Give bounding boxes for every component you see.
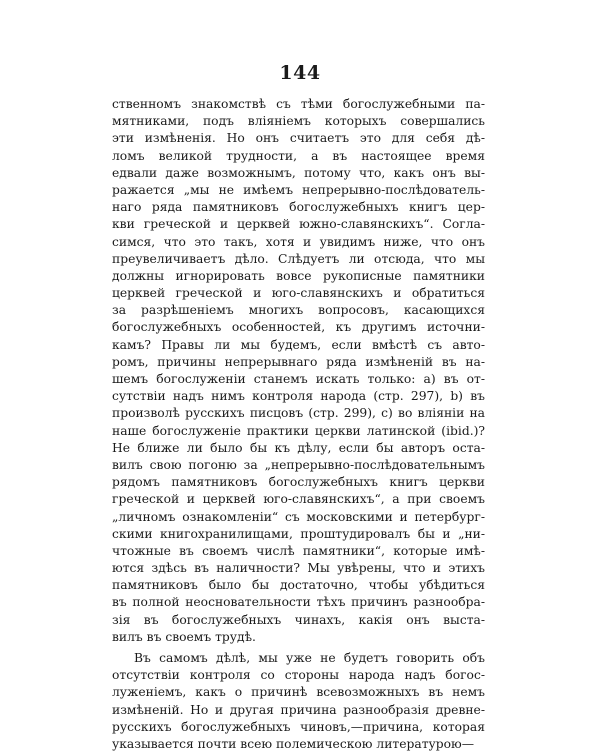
text-line: мятниками, подъ вліяніемъ которыхъ совершались: [112, 114, 485, 129]
text-line: въ полной неосновательности тѣхъ причинъ разнообра-: [112, 595, 485, 610]
text-line: „личномъ ознакомленіи“ съ московскими и петербург-: [112, 509, 485, 524]
text-line: за разрѣшеніемъ многихъ вопросовъ, касающихся: [112, 303, 485, 318]
text-line: отсутствіи контроля со стороны народа надъ богос-: [112, 668, 485, 683]
text-line: шемъ богослуженіи станемъ искать только: a) въ от-: [112, 372, 485, 386]
text-line: церквей греческой и юго-славянскихъ и обратиться: [112, 286, 485, 301]
text-line: вилъ въ своемъ трудѣ.: [112, 629, 256, 644]
text-line: эти измѣненія. Но онъ считаетъ это для себя дѣ-: [112, 131, 485, 146]
text-line: луженіемъ, какъ о причинѣ всевозможныхъ въ немъ: [112, 685, 485, 700]
text-line: зія въ богослужебныхъ чинахъ, какія онъ выста-: [112, 612, 485, 627]
text-line: вилъ свою погоню за „непрерывно-послѣдовательнымъ: [112, 457, 485, 472]
text-line: ются здѣсь въ наличности? Мы увѣрены, что и этихъ: [112, 561, 485, 576]
text-line: памятниковъ было бы достаточно, чтобы убѣдиться: [112, 578, 485, 593]
text-line: ражается „мы не имѣемъ непрерывно-послѣдователь-: [112, 182, 485, 197]
text-line: указывается почти всею полемическою литературою—: [112, 736, 475, 751]
text-line: наго ряда памятниковъ богослужебныхъ книгъ цер-: [112, 200, 485, 215]
text-line: ственномъ знакомствѣ съ тѣми богослужебными па-: [112, 97, 485, 111]
text-line: скими книгохранилищами, проштудировалъ бы и „ни-: [112, 526, 485, 541]
text-line: богослужебныхъ особенностей, къ другимъ источни-: [112, 320, 485, 335]
text-line: преувеличиваетъ дѣло. Слѣдуетъ ли отсюда, что мы: [112, 251, 485, 266]
page-number: 144: [279, 62, 321, 84]
text-line: ломъ великой трудности, а въ настоящее время: [112, 148, 485, 163]
text-line: кви греческой и церквей южно-славянскихъ“. Согла-: [112, 217, 485, 232]
text-line: наше богослуженіе практики церкви латинской (ibid.)?: [112, 423, 485, 438]
text-line: измѣненій. Но и другая причина разнообразія древне-: [112, 702, 485, 717]
text-line: произволѣ русскихъ писцовъ (стр. 299), c) во вліяніи на: [112, 406, 485, 421]
text-line: Не ближе ли было бы къ дѣлу, если бы авторъ оста-: [112, 440, 485, 455]
paragraph: [112, 650, 485, 753]
text-line: русскихъ богослужебныхъ чиновъ,—причина, которая: [112, 719, 485, 734]
text-line: едвали даже возможнымъ, потому что, какъ онъ вы-: [112, 165, 485, 180]
body-text: [112, 96, 485, 753]
text-line: греческой и церквей юго-славянскихъ“, а при своемъ: [112, 492, 485, 507]
text-line: симся, что это такъ, хотя и увидимъ ниже, что онъ: [112, 234, 485, 249]
text-line: камъ? Правы ли мы будемъ, если вмѣстѣ съ авто-: [112, 337, 485, 352]
text-line: рядомъ памятниковъ богослужебныхъ книгъ церкви: [112, 475, 485, 490]
text-line: должны игнорировать вовсе рукописные памятники: [112, 268, 485, 283]
text-line: Въ самомъ дѣлѣ, мы уже не будетъ говорить объ: [134, 651, 485, 665]
paragraph: [112, 96, 485, 646]
text-line: сутствіи надъ нимъ контроля народа (стр. 297), b) въ: [112, 389, 485, 404]
text-line: ромъ, причины непрерывнаго ряда измѣненій въ на-: [112, 354, 485, 369]
text-line: чтожные въ своемъ числѣ памятники“, которые имѣ-: [112, 543, 485, 558]
